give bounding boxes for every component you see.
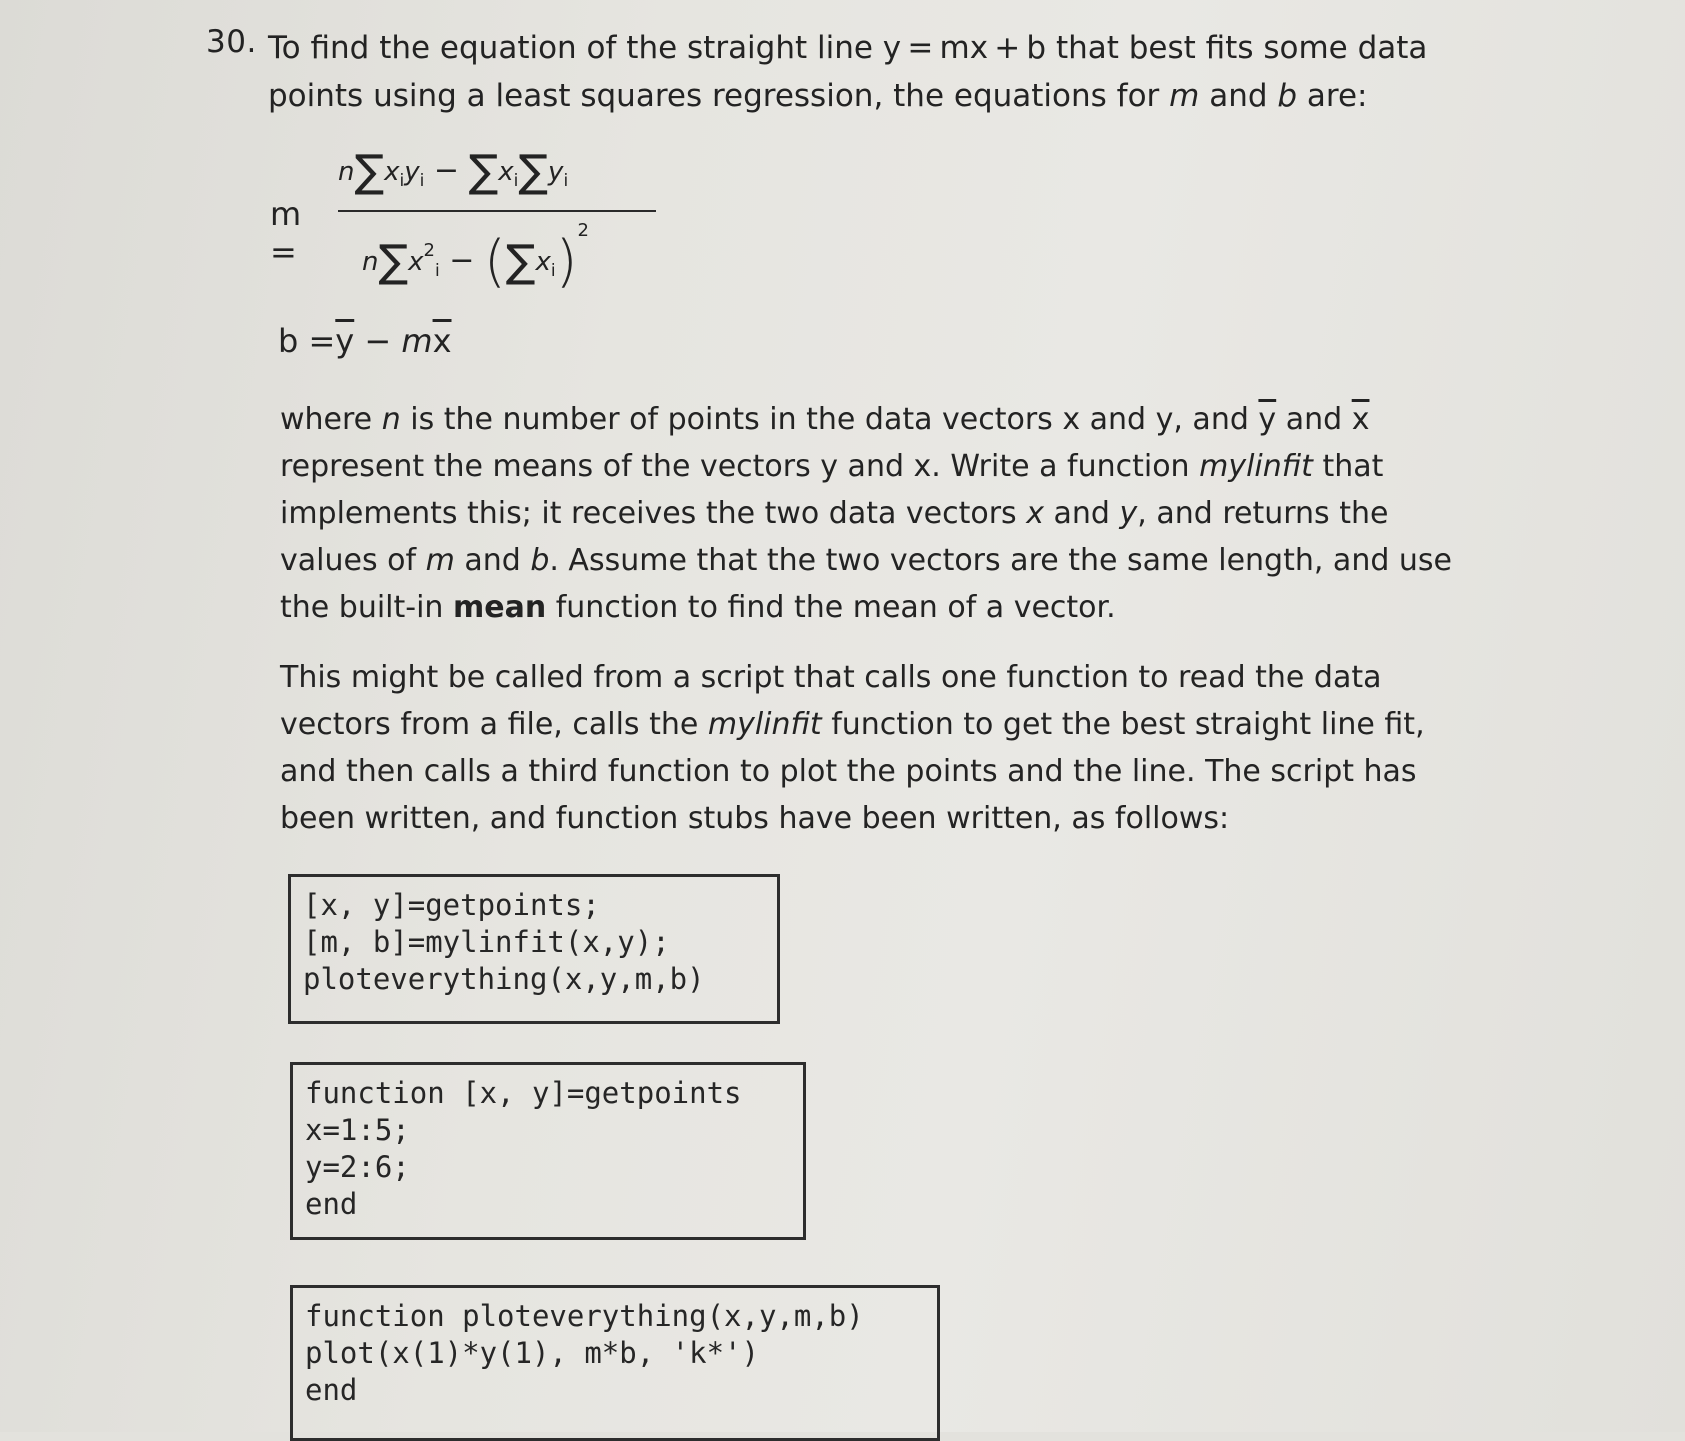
formula-b: [278, 322, 452, 360]
formula-m-numerator: [338, 146, 569, 197]
p1-b: b: [530, 543, 550, 578]
num-x2-sub: i: [513, 171, 519, 191]
p1-text: where: [280, 402, 382, 437]
intro-end: are:: [1297, 78, 1368, 114]
code-line: ploteverything(x,y,m,b): [303, 962, 705, 996]
p1-m: m: [425, 543, 455, 578]
p2-text: function to get the best straight line fit, and then calls a third function to plot the points and the line. The script has been written, and function stubs have been written, as follows:: [280, 707, 1425, 836]
fraction-bar: [338, 210, 656, 212]
code-line: [m, b]=mylinfit(x,y);: [303, 925, 670, 959]
intro-text: [268, 24, 1488, 120]
p2-text: This might be called from a script that calls one function to read the data vectors from a file, calls the: [280, 660, 1382, 742]
p1-text: and: [1044, 496, 1120, 531]
paragraph-script-context: [280, 654, 1480, 842]
num-n: n: [338, 157, 355, 187]
paragraph-description: [280, 396, 1480, 631]
num-x2: x: [498, 157, 514, 187]
formula-m-denominator: [362, 220, 589, 294]
den-x-sub: i: [434, 261, 440, 281]
code-line: [x, y]=getpoints;: [303, 888, 600, 922]
code-line: end: [305, 1187, 358, 1221]
formula-b-ybar: $\overline{y}$: [335, 322, 355, 360]
sigma-symbol: ∑: [378, 236, 409, 287]
p1-y: y: [1119, 496, 1138, 531]
den-square: 2: [577, 220, 589, 241]
p1-mean-keyword: mean: [452, 590, 547, 625]
num-y: y: [404, 157, 420, 187]
sigma-symbol: ∑: [518, 146, 549, 197]
num-y2-sub: i: [563, 171, 569, 191]
den-minus: −: [439, 243, 484, 278]
p1-text: is the number of points in the data vectors x and y, and: [400, 402, 1259, 437]
formula-b-m: m: [401, 322, 433, 360]
den-x: x: [408, 247, 424, 277]
question-number: 30.: [206, 24, 257, 60]
code-box-ploteverything: [290, 1285, 940, 1441]
code-line: x=1:5;: [305, 1113, 410, 1147]
num-x: x: [384, 157, 400, 187]
code-line: function [x, y]=getpoints: [305, 1076, 742, 1110]
intro-m: m: [1169, 78, 1200, 114]
sigma-symbol: ∑: [468, 146, 499, 197]
code-line: end: [305, 1373, 358, 1407]
formula-b-xbar: $\overline{x}$: [432, 322, 452, 360]
formula-m-lhs: m =: [270, 195, 302, 271]
den-x-sup: 2: [423, 240, 435, 261]
num-y2: y: [548, 157, 564, 187]
den-n: n: [362, 247, 379, 277]
p1-text: , and returns the values of: [280, 496, 1389, 578]
intro-b: b: [1277, 78, 1298, 114]
p1-ybar: $\overline{y}$: [1258, 402, 1277, 437]
formula-b-minus: −: [354, 322, 402, 360]
p1-text: . Assume that the two vectors are the same length, and use the built-in: [280, 543, 1453, 625]
intro-part1: To find the equation of the straight line y = mx + b that best fits some data points using a least squares regression, the equations for: [268, 30, 1428, 114]
p1-text: represent the means of the vectors y and x. Write a function: [280, 449, 1200, 484]
code-line: y=2:6;: [305, 1150, 410, 1184]
formula-b-lhs: b =: [278, 322, 336, 360]
p1-n: n: [381, 402, 401, 437]
den-x2-sub: i: [550, 261, 556, 281]
p1-xbar: $\overline{x}$: [1351, 402, 1370, 437]
p1-text: and: [1276, 402, 1352, 437]
close-paren: ): [555, 229, 578, 294]
p2-function-name: mylinfit: [707, 707, 822, 742]
sigma-symbol: ∑: [354, 146, 385, 197]
p1-x: x: [1026, 496, 1044, 531]
sigma-symbol: ∑: [505, 236, 536, 287]
code-box-getpoints: [290, 1062, 806, 1240]
num-y-sub: i: [419, 171, 425, 191]
num-x-sub: i: [399, 171, 405, 191]
p1-text: function to find the mean of a vector.: [546, 590, 1116, 625]
code-line: plot(x(1)*y(1), m*b, 'k*'): [305, 1336, 759, 1370]
p1-function-name: mylinfit: [1199, 449, 1313, 484]
intro-and: and: [1199, 78, 1278, 114]
code-box-script: [288, 874, 780, 1024]
p1-text: and: [454, 543, 531, 578]
open-paren: (: [483, 229, 506, 294]
p1-text: that implements this; it receives the two data vectors: [280, 449, 1384, 531]
code-line: function ploteverything(x,y,m,b): [305, 1299, 864, 1333]
den-x2: x: [535, 247, 551, 277]
num-minus: −: [424, 153, 469, 188]
